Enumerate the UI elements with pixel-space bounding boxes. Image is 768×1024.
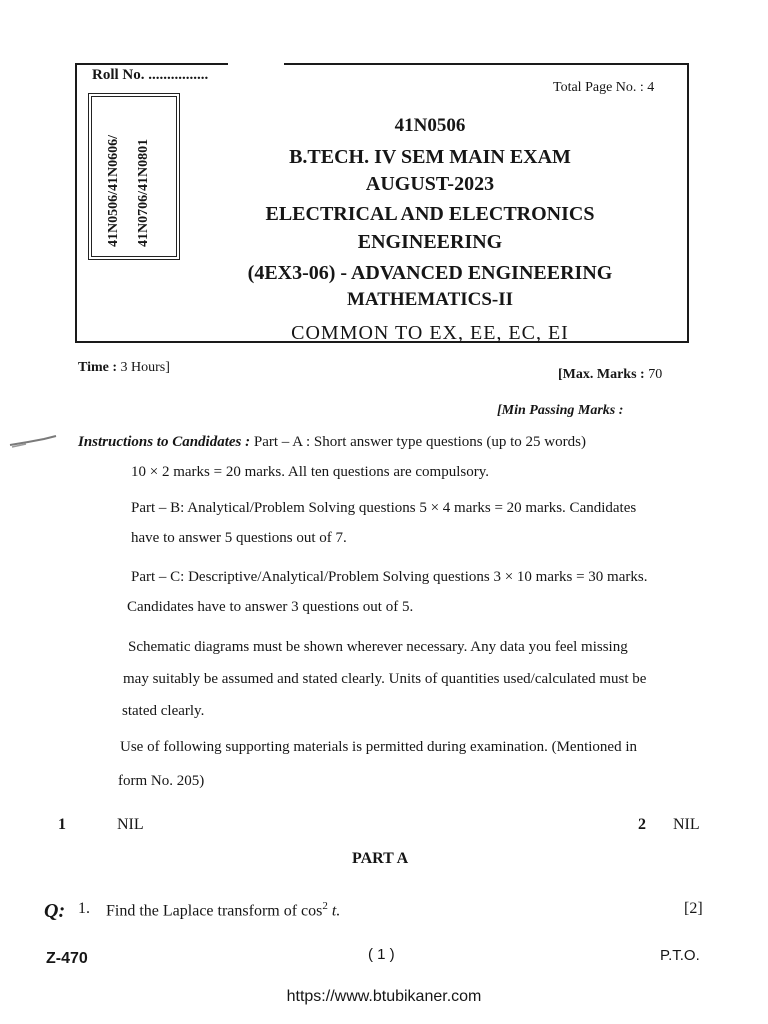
paper-code: 41N0506 <box>394 115 466 136</box>
part-c-instruction: Part – C: Descriptive/Analytical/Problem Solving questions 3 × 10 marks = 30 marks. <box>131 569 648 585</box>
question-1-exponent: 2 <box>322 900 328 912</box>
common-to: COMMON TO EX, EE, EC, EI <box>291 322 569 344</box>
pen-stroke-mark <box>8 434 58 448</box>
support-line-1: Use of following supporting materials is permitted during examination. (Mentioned in <box>120 739 637 755</box>
handwritten-q-mark: Q: <box>44 900 66 922</box>
website-url[interactable]: https://www.btubikaner.com <box>286 988 482 1005</box>
exam-title: B.TECH. IV SEM MAIN EXAM <box>289 146 571 168</box>
instructions-line-1 <box>78 432 586 452</box>
time-value: 3 Hours] <box>120 360 170 375</box>
header-box-gap <box>228 58 284 68</box>
question-1-variable: t. <box>331 902 341 920</box>
support-line-2: form No. 205) <box>118 773 205 789</box>
part-a-heading: PART A <box>352 850 409 867</box>
material-number-2: 2 <box>638 816 646 833</box>
paper-footer-code: Z-470 <box>46 950 88 967</box>
question-1-number: 1. <box>78 900 90 917</box>
stamp-code-2: 41N0706/41N0801 <box>136 138 151 247</box>
material-number-1: 1 <box>58 816 66 833</box>
time-label: Time : <box>78 360 118 375</box>
min-passing-marks: [Min Passing Marks : <box>497 403 624 418</box>
pto-label: P.T.O. <box>660 947 700 964</box>
part-a-instruction: Part – A : Short answer type questions (up to 25 words) <box>253 434 586 450</box>
material-value-1: NIL <box>117 816 144 833</box>
max-marks <box>558 367 662 383</box>
question-1-marks: [2] <box>684 900 703 917</box>
part-b-requirement: have to answer 5 questions out of 7. <box>131 530 347 546</box>
paper-code-stamp <box>88 93 180 260</box>
exam-month: AUGUST-2023 <box>365 173 495 195</box>
part-a-marks: 10 × 2 marks = 20 marks. All ten questions are compulsory. <box>131 464 489 480</box>
instructions-heading: Instructions to Candidates : <box>78 434 251 450</box>
question-1 <box>106 900 340 920</box>
total-pages: Total Page No. : 4 <box>553 80 655 95</box>
branch-line-1: ELECTRICAL AND ELECTRONICS <box>265 203 595 225</box>
question-1-text: Find the Laplace transform of cos <box>106 902 323 920</box>
schematic-line-1: Schematic diagrams must be shown wherever necessary. Any data you feel missing <box>128 639 628 655</box>
max-marks-value: 70 <box>648 367 663 382</box>
stamp-code-1: 41N0506/41N0606/ <box>106 135 121 247</box>
max-marks-label: [Max. Marks : <box>558 367 645 382</box>
time-info <box>78 360 170 376</box>
schematic-line-3: stated clearly. <box>122 703 205 719</box>
subject-line-2: MATHEMATICS-II <box>346 289 514 310</box>
branch-line-2: ENGINEERING <box>357 231 503 253</box>
part-b-instruction: Part – B: Analytical/Problem Solving questions 5 × 4 marks = 20 marks. Candidates <box>131 500 637 516</box>
material-value-2: NIL <box>673 816 700 833</box>
part-c-requirement: Candidates have to answer 3 questions out of 5. <box>127 599 414 615</box>
schematic-line-2: may suitably be assumed and stated clearly. Units of quantities used/calculated must be <box>123 671 647 687</box>
page-number: ( 1 ) <box>368 946 395 963</box>
subject-line-1: (4EX3-06) - ADVANCED ENGINEERING <box>247 262 613 284</box>
roll-number-label: Roll No. ................ <box>92 67 209 83</box>
